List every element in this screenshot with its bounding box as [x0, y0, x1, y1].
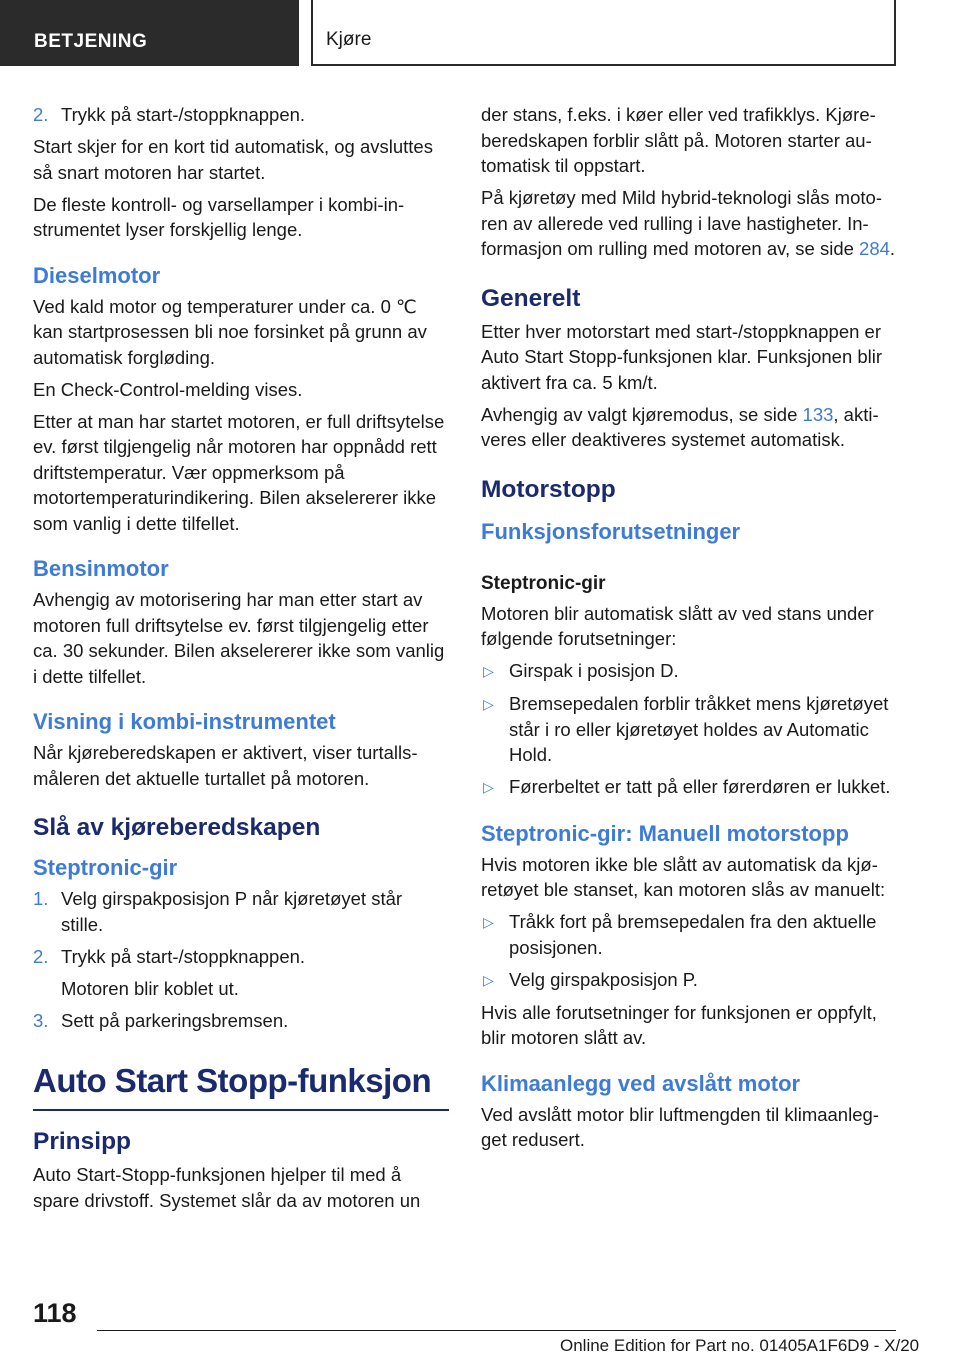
paragraph: Ved avslått motor blir luftmengden til klimaanlegget redusert.: [481, 1103, 879, 1150]
triangle-bullet-icon: ▷: [483, 914, 494, 930]
heading-diesel: Dieselmotor: [33, 262, 161, 288]
heading-general: Generelt: [481, 284, 581, 312]
page-number: 118: [33, 1298, 77, 1328]
paragraph: Hvis motoren ikke ble slått av automatisk da kjøretøyet ble stanset, kan motoren slås av manuelt:: [481, 853, 886, 900]
step-item: [33, 102, 449, 128]
bullet-item: [481, 658, 896, 685]
subheading-steptronic: Steptronic-gir: [481, 572, 606, 594]
paragraph: Start skjer for en kort tid automatisk, og avsluttes så snart motoren har startet.: [33, 136, 433, 183]
paragraph: [481, 185, 896, 262]
heading-climate: Klimaanlegg ved avslått motor: [481, 1070, 801, 1096]
bullet-item: [481, 967, 896, 994]
heading-display: Visning i kombi-instrumentet: [33, 709, 336, 734]
heading-manual-stop: Steptronic-gir: Manuell motorstopp: [481, 820, 849, 846]
footer-divider: [97, 1330, 896, 1331]
footer-edition: Online Edition for Part no. 01405A1F6D9 - X/20: [560, 1336, 920, 1355]
chapter-title: Kjøre: [311, 0, 896, 66]
left-column: [33, 102, 449, 1220]
step-item: [33, 886, 449, 937]
step-text: Velg girspakposisjon P når kjøretøyet står stille.: [61, 888, 403, 935]
bullet-text: Bremsepedalen forblir tråkket mens kjøretøyet står i ro eller kjøretøyet holdes av Automatic Hold.: [509, 693, 889, 765]
heading-auto-start-stop: Auto Start Stopp-funksjon: [33, 1059, 449, 1111]
triangle-bullet-icon: ▷: [483, 971, 494, 988]
step-item: [33, 944, 449, 970]
page-header: [0, 0, 960, 66]
bullet-text: Girspak i posisjon D.: [509, 660, 679, 681]
bullet-text: Velg girspakposisjon P.: [509, 968, 698, 990]
paragraph: Motoren blir automatisk slått av ved stans under følgende forutsetninger:: [481, 602, 874, 649]
heading-steptronic: Steptronic-gir: [33, 855, 178, 880]
paragraph: Avhengig av motorisering har man etter start av motoren full driftsytelse ev. først tilgjengelig etter ca. 30 sekunder. Bilen akselererer ikke som vanlig i dette tilfellet.: [33, 589, 445, 687]
heading-switch-off: Slå av kjøreberedskapen: [33, 814, 321, 841]
page-link-284[interactable]: 284: [859, 238, 890, 259]
bullet-item: [481, 691, 896, 768]
paragraph-text: Avhengig av valgt kjøremodus, se side: [481, 403, 803, 425]
bullet-text: Tråkk fort på bremsepedalen fra den aktuelle posisjonen.: [509, 911, 877, 958]
triangle-bullet-icon: ▷: [483, 779, 494, 795]
step-number: 2.: [33, 945, 49, 967]
section-tab: BETJENING: [0, 0, 299, 66]
paragraph: [481, 402, 896, 453]
step-number: 1.: [33, 888, 49, 909]
step-text: Trykk på start-/stoppknappen.: [61, 945, 306, 967]
bullet-item: [481, 909, 896, 960]
paragraph: Ved kald motor og temperaturer under ca. 0 ℃ kan startprosessen bli noe forsinket på grunn av automatisk forgløding.: [33, 295, 427, 368]
paragraph: De fleste kontroll- og varsellamper i kombi-instrumentet lyser forskjellig lenge.: [33, 193, 405, 240]
heading-conditions: Funksjonsforutsetninger: [481, 518, 741, 544]
bullet-item: [481, 774, 896, 801]
bullet-text: Førerbeltet er tatt på eller førerdøren er lukket.: [509, 776, 891, 797]
paragraph: der stans, f.eks. i køer eller ved trafikklys. Kjøreberedskapen forblir slått på. Motoren starter automatisk til oppstart.: [481, 104, 876, 176]
right-column: [481, 102, 896, 1159]
paragraph-text: .: [889, 238, 896, 259]
paragraph-text: , aktiveres eller deaktiveres systemet automatisk.: [481, 403, 879, 450]
paragraph: Etter hver motorstart med start-/stoppknappen er Auto Start Stopp-funksjonen klar. Funksjonen blir aktivert fra ca. 5 km/t.: [481, 320, 883, 393]
paragraph: Etter at man har startet motoren, er full driftsytelse ev. først tilgjengelig når motoren har oppnådd rett driftstemperatur. Vær oppmerksom på motortemperaturindikering. Bilen akselererer ikke som vanlig i dette tilfellet.: [33, 410, 445, 534]
step-text: Sett på parkeringsbremsen.: [61, 1009, 289, 1031]
paragraph-text: På kjøretøy med Mild hybrid-teknologi slås motoren av allerede ved rulling i lave hastigheter. Informasjon om rulling med motoren av, se side: [481, 187, 882, 259]
heading-principle: Prinsipp: [33, 1128, 132, 1155]
step-number: 3.: [33, 1009, 49, 1031]
paragraph: Hvis alle forutsetninger for funksjonen er oppfylt, blir motoren slått av.: [481, 1001, 877, 1048]
step-sub-text: Motoren blir koblet ut.: [61, 977, 239, 999]
paragraph: Når kjøreberedskapen er aktivert, viser turtallsmåleren det aktuelle turtallet på motoren.: [33, 742, 418, 789]
step-number: 2.: [33, 104, 49, 125]
step-text: Trykk på start-/stoppknappen.: [61, 104, 306, 125]
paragraph: Auto Start-Stopp-funksjonen hjelper til med å spare drivstoff. Systemet slår da av motoren un: [33, 1164, 421, 1211]
step-item: [33, 1008, 449, 1034]
triangle-bullet-icon: ▷: [483, 663, 494, 679]
heading-petrol: Bensinmotor: [33, 556, 169, 581]
triangle-bullet-icon: ▷: [483, 696, 494, 712]
page-link-133[interactable]: 133: [802, 403, 834, 425]
heading-engine-stop: Motorstopp: [481, 475, 616, 503]
paragraph: En Check-Control-melding vises.: [33, 378, 303, 400]
